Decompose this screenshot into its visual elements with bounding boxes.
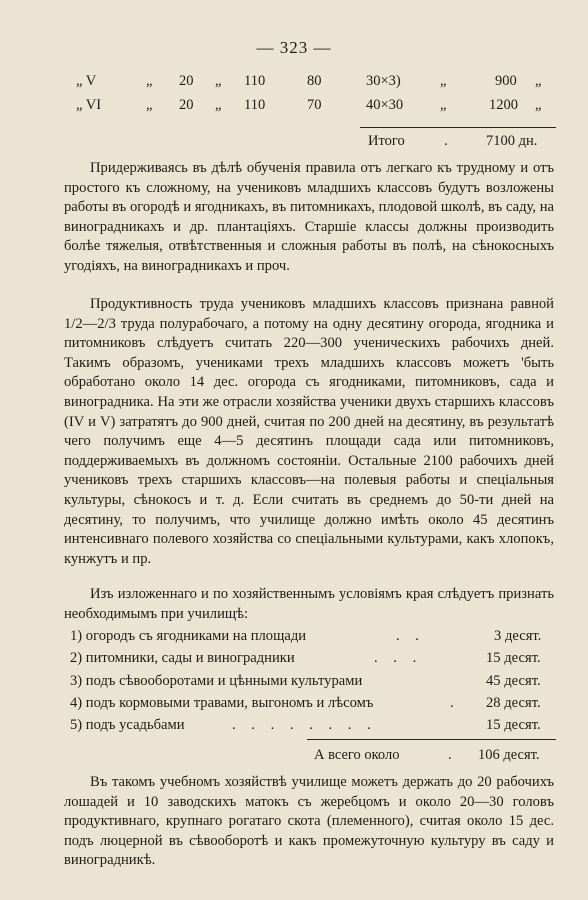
list-item <box>64 648 564 670</box>
table-cell: 30×3) <box>366 73 401 89</box>
list-item-label: 2) питомники, сады и виноградники <box>70 650 295 667</box>
list-item-label: 3) подъ сѣвооборотами и цѣнными культурами <box>70 672 363 689</box>
table-cell: 20 <box>179 97 194 113</box>
land-allocation-list <box>64 626 564 737</box>
ditto-mark: „ <box>535 73 542 89</box>
table-cell: 70 <box>307 97 322 113</box>
list-item <box>64 715 564 737</box>
list-item <box>64 671 564 693</box>
list-item-value: 15 десят. <box>486 650 541 667</box>
list-item-value: 28 десят. <box>486 694 541 711</box>
leader-dots: . <box>450 694 460 711</box>
class-label: „ V <box>76 73 97 89</box>
ditto-mark: „ <box>440 97 447 113</box>
list-item-value: 3 десят. <box>494 628 542 644</box>
paragraph-4: Въ такомъ учебномъ хозяйствѣ училище можетъ держать до 20 рабочихъ лошадей и 10 заводскихъ матокъ съ жеребцомъ и около 20—30 головъ продуктивнаго, крупнаго рогатаго скота (племенного), считая около 15 дес. подъ люцерной въ сѣвооборотѣ и какъ промежуточную культуру въ саду и виноградникѣ. <box>64 774 554 869</box>
table-total-dots: . <box>444 133 448 149</box>
table-cell: 110 <box>244 73 266 89</box>
land-total-value: 106 десят. <box>478 747 540 763</box>
paragraph-3: Изъ изложеннаго и по хозяйственнымъ условіямъ края слѣдуетъ признать необходимымъ при училищѣ: <box>64 586 554 622</box>
leader-dots: . . . <box>374 650 423 667</box>
table-total-value: 7100 дн. <box>486 133 538 149</box>
ditto-mark: „ <box>146 97 153 113</box>
table-row <box>0 97 588 117</box>
table-cell: 80 <box>307 73 322 89</box>
table-cell: 20 <box>179 73 194 89</box>
class-label: „ VI <box>76 97 102 113</box>
list-item-label: 5) подъ усадьбами <box>70 717 185 734</box>
list-item <box>64 626 564 648</box>
table-total-rule <box>360 127 556 128</box>
land-total-dots: . <box>448 747 452 763</box>
leader-dots: . . <box>396 628 425 644</box>
list-item <box>64 693 564 715</box>
table-cell: 40×30 <box>366 97 404 113</box>
table-row <box>0 73 588 93</box>
ditto-mark: „ <box>215 97 222 113</box>
ditto-mark: „ <box>535 97 542 113</box>
list-item-value: 45 десят. <box>486 672 541 689</box>
table-cell: 110 <box>244 97 266 113</box>
ditto-mark: „ <box>440 73 447 89</box>
list-item-value: 15 десят. <box>486 717 541 734</box>
table-cell: 900 <box>495 73 517 89</box>
paragraph-1: Придерживаясь въ дѣлѣ обученія правила отъ легкаго къ трудному и отъ простого къ сложному, на учениковъ младшихъ классовъ будутъ возложены работы въ огородѣ и ягодникахъ, въ питомникахъ, плодовой школѣ, въ саду, на виноградникахъ и др. плантаціяхъ. Старшіе классы должны производить болѣе тяжелыя, отвѣтственныя и сложныя работы въ полѣ, на сѣнокосныхъ угодіяхъ, на виноградникахъ и проч. <box>64 160 554 274</box>
ditto-mark: „ <box>215 73 222 89</box>
land-total-label: А всего около <box>314 747 400 763</box>
table-cell: 1200 <box>489 97 518 113</box>
paragraph-2: Продуктивность труда учениковъ младшихъ классовъ признана равной 1/2—2/3 труда полурабочаго, а потому на одну десятину огорода, ягодника и питомниковъ слѣдуетъ считать 220—300 ученическихъ рабочихъ дней. Такимъ образомъ, учениками трехъ младшихъ классовъ можетъ 'быть обработано около 14 дес. огорода съ ягодниками, питомниковъ, сада и виноградника. На эти же отрасли хозяйства ученики двухъ старшихъ классовъ (IV и V) затратятъ до 900 дней, считая по 200 дней на десятину, въ результатѣ чего получимъ еще 4—5 десятинъ площади сада или питомниковъ, поддерживаемыхъ въ должномъ состояніи. Остальные 2100 рабочихъ дней учениковъ трехъ старшихъ классовъ—на полевыя работы и спеціальныя культуры, сѣнокосъ и т. д. Если считать въ среднемъ до 50-ти дней на десятину, то получимъ, что училище должно имѣть около 45 десятинъ интенсивнаго полевого хозяйства со спеціальными культурами, какъ хлопокъ, кунжутъ и пр. <box>64 296 554 567</box>
land-total-rule <box>307 739 556 740</box>
list-item-label: 1) огородъ съ ягодниками на площади <box>70 628 307 644</box>
list-item-label: 4) подъ кормовыми травами, выгономъ и лѣсомъ <box>70 694 374 711</box>
page-number: — 323 — <box>256 38 332 57</box>
leader-dots: . . . . . . . . <box>232 717 377 734</box>
ditto-mark: „ <box>146 73 153 89</box>
table-total-label: Итого <box>368 133 405 149</box>
